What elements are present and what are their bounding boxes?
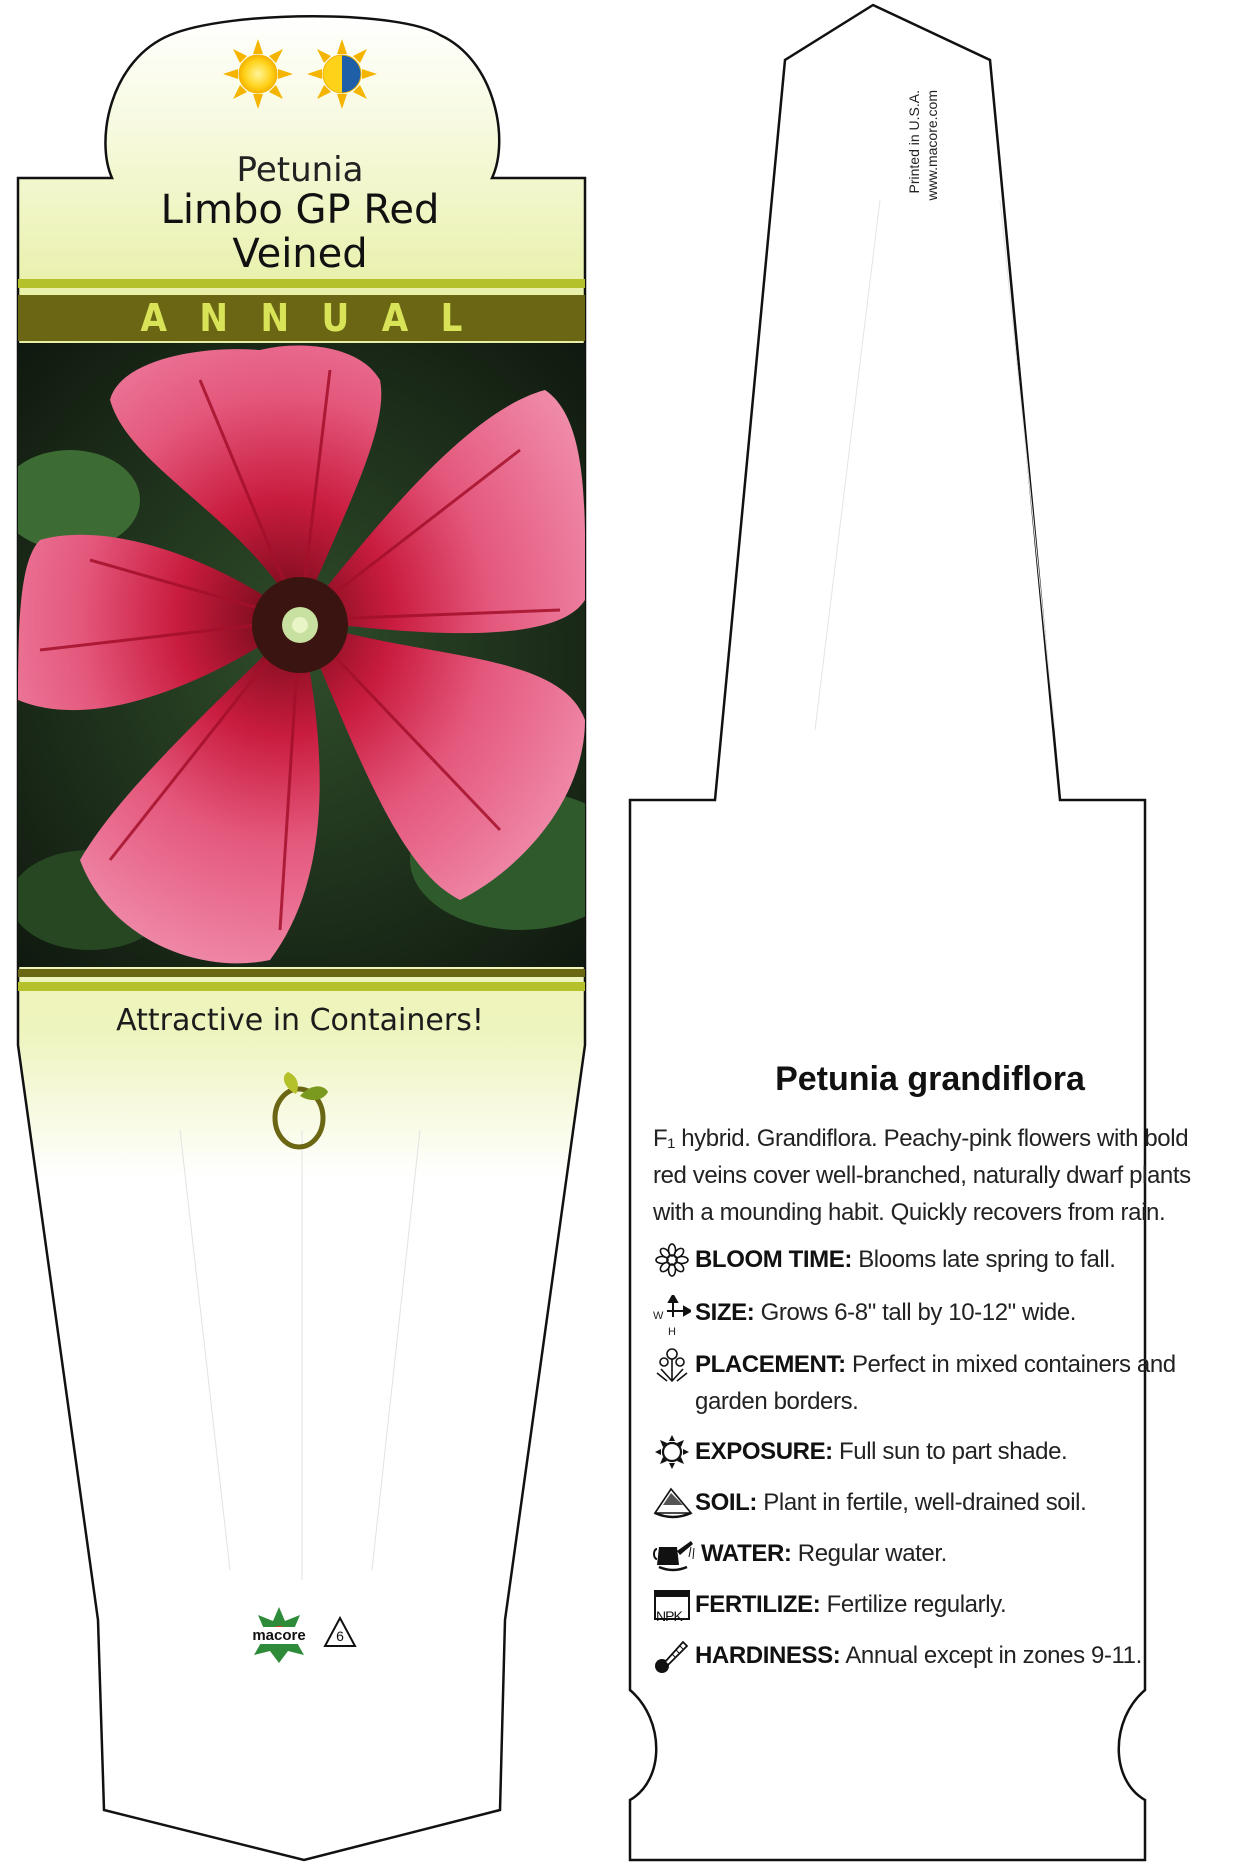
- detail-soil: [653, 1484, 1223, 1521]
- flower-icon: [653, 1241, 695, 1278]
- detail-hardiness: [653, 1637, 1223, 1674]
- back-tag-shape: [630, 5, 1145, 1860]
- placement-icon: [653, 1346, 695, 1383]
- detail-label: SOIL:: [695, 1489, 757, 1516]
- size-arrows-icon: [653, 1294, 695, 1338]
- recycle-icon: [322, 1615, 358, 1651]
- category-letter: N: [199, 296, 228, 340]
- detail-value: Regular water.: [797, 1540, 947, 1567]
- detail-value: Blooms late spring to fall.: [858, 1246, 1116, 1273]
- detail-label: BLOOM TIME:: [695, 1246, 852, 1273]
- plant-genus: Petunia: [236, 150, 364, 190]
- detail-value: Annual except in zones 9-11.: [845, 1642, 1142, 1669]
- detail-label: FERTILIZE:: [695, 1591, 821, 1618]
- seed-logo-icon: [266, 1068, 336, 1152]
- detail-value: Perfect in mixed containers and garden borders.: [695, 1351, 1176, 1415]
- detail-value: Plant in fertile, well-drained soil.: [763, 1489, 1087, 1516]
- thermometer-icon: [653, 1637, 695, 1674]
- sun-icon: [653, 1433, 695, 1470]
- size-icon-w: W: [653, 1310, 664, 1322]
- full-sun-icon: [222, 38, 294, 110]
- detail-fertilize: [653, 1586, 1223, 1623]
- detail-water: [653, 1535, 1223, 1572]
- category-letter: U: [321, 296, 350, 340]
- detail-placement: [653, 1346, 1223, 1420]
- detail-size: [653, 1294, 1223, 1338]
- category-letter: A: [381, 296, 409, 340]
- part-shade-icon: [306, 38, 378, 110]
- tagline: Attractive in Containers!: [116, 1003, 484, 1038]
- plant-variety: [0, 188, 600, 276]
- scientific-name: Petunia grandiflora: [775, 1060, 1085, 1098]
- detail-value: Grows 6-8" tall by 10-12" wide.: [760, 1299, 1077, 1326]
- category-band: [18, 295, 585, 341]
- flower-photo: [0, 343, 630, 967]
- detail-bloom-time: [653, 1241, 1223, 1278]
- printed-in-usa: [905, 90, 941, 320]
- printed-line1: Printed in U.S.A.: [906, 90, 922, 194]
- detail-value: Full sun to part shade.: [839, 1438, 1068, 1465]
- detail-label: PLACEMENT:: [695, 1351, 846, 1378]
- category-letter: L: [440, 296, 463, 340]
- plant-description: F₁ hybrid. Grandiflora. Peachy-pink flowers with bold red veins cover well-branched, naturally dwarf plants with a mounding habit. Quickly recovers from rain.: [653, 1125, 1191, 1226]
- size-icon-h: H: [668, 1326, 676, 1338]
- detail-label: SIZE:: [695, 1299, 755, 1326]
- macore-logo: [244, 1605, 314, 1665]
- plant-variety-line2: Veined: [232, 231, 368, 277]
- soil-icon: [653, 1484, 695, 1521]
- detail-exposure: [653, 1433, 1223, 1470]
- detail-label: WATER:: [701, 1540, 792, 1567]
- category-letter: N: [260, 296, 290, 340]
- npk-label: NPK: [656, 1608, 682, 1624]
- recycle-number: 6: [336, 1628, 344, 1644]
- macore-logo-text: macore: [240, 1627, 318, 1644]
- printed-line2: www.macore.com: [924, 90, 940, 201]
- category-letter: A: [140, 296, 167, 340]
- watering-can-icon: [653, 1535, 695, 1572]
- npk-icon: [653, 1586, 695, 1623]
- plant-variety-line1: Limbo GP Red: [160, 187, 440, 233]
- detail-label: HARDINESS:: [695, 1642, 841, 1669]
- detail-value: Fertilize regularly.: [826, 1591, 1007, 1618]
- detail-label: EXPOSURE:: [695, 1438, 833, 1465]
